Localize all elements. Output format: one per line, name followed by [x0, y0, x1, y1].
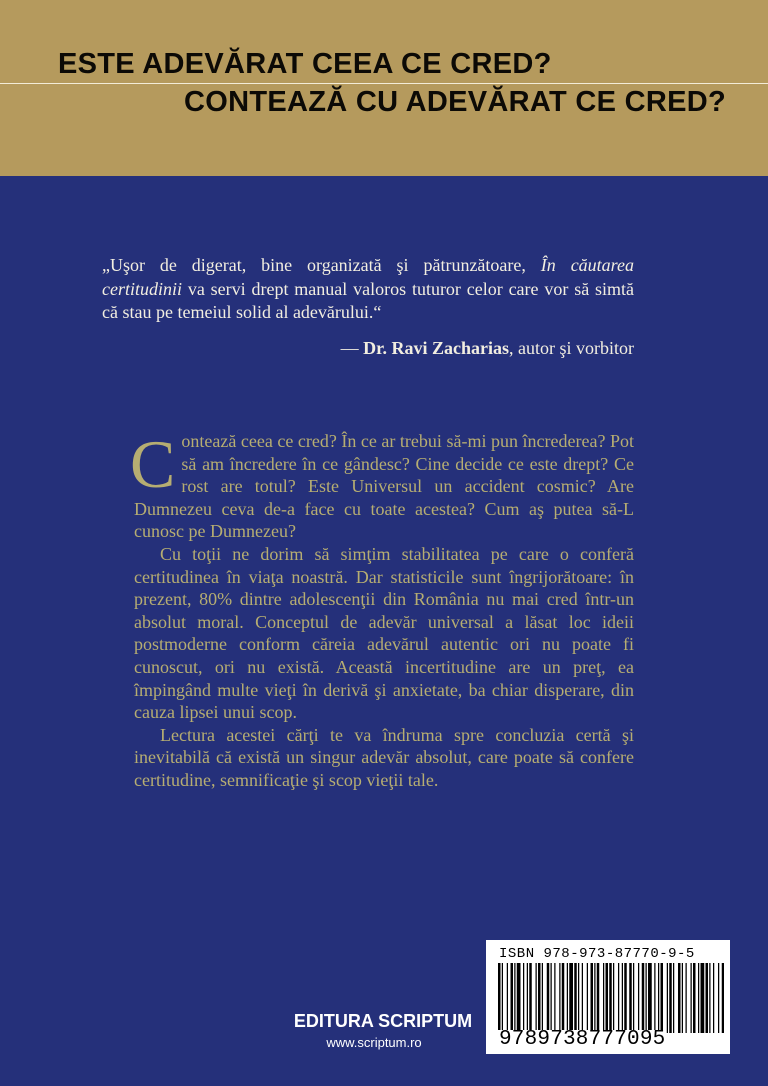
barcode-bar	[542, 963, 543, 1033]
barcode-bar	[536, 963, 537, 1033]
barcode-bar	[594, 963, 595, 1033]
header-divider	[0, 83, 768, 84]
barcode-bar	[624, 963, 627, 1033]
barcode-bar	[638, 963, 639, 1033]
attribution-role: , autor şi vorbitor	[509, 338, 634, 358]
barcode-bar	[597, 963, 600, 1033]
barcode-bars	[496, 963, 724, 1033]
barcode-bar	[511, 963, 514, 1033]
barcode-bar	[618, 963, 619, 1033]
endorsement-quote	[102, 254, 634, 325]
attribution-dash: —	[340, 338, 364, 358]
quote-part-2: va servi drept manual valoros tuturor celor care vor să simtă că stau pe temeiul solid al adevărului.“	[102, 278, 635, 322]
barcode-bar	[603, 963, 604, 1033]
barcode-bar	[591, 963, 594, 1033]
blurb-text	[130, 426, 634, 792]
barcode-bar	[507, 963, 508, 1033]
attribution-name: Dr. Ravi Zacharias	[363, 338, 510, 358]
quote-attribution	[250, 338, 634, 359]
isbn-label: ISBN 978-973-87770-9-5	[499, 946, 695, 962]
barcode-bar	[646, 963, 647, 1033]
quote-book-title: În căutarea certitudinii	[102, 255, 635, 299]
headline-question-2: CONTEAZĂ CU ADEVĂRAT CE CRED?	[184, 86, 726, 118]
barcode-bar	[658, 963, 659, 1033]
blurb-paragraph-1	[130, 426, 634, 543]
blurb-paragraph-3: Lectura acestei cărţi te va îndruma spre concluzia certă şi inevitabilă că există un singur adevăr absolut, care poate să confere certitudine, semnificaţie şi scop vieţii tale.	[134, 724, 634, 790]
barcode-digits: 9789738777095	[499, 1028, 666, 1051]
barcode-bar	[693, 963, 696, 1033]
barcode-bar	[562, 963, 565, 1033]
barcode-bar	[633, 963, 634, 1033]
barcode-bar	[682, 963, 683, 1033]
barcode-bar	[547, 963, 550, 1033]
publisher-website: www.scriptum.ro	[326, 1035, 422, 1050]
barcode-bar	[654, 963, 655, 1033]
barcode-bar	[698, 963, 699, 1033]
barcode-bar	[498, 963, 501, 1033]
barcode-bar	[502, 963, 503, 1033]
barcode-bar	[667, 963, 668, 1033]
barcode-bar	[718, 963, 719, 1033]
barcode-bar	[606, 963, 609, 1033]
barcode-bar	[574, 963, 577, 1033]
publisher-name: EDITURA SCRIPTUM	[293, 1011, 473, 1031]
barcode-bar	[648, 963, 652, 1033]
barcode-bar	[582, 963, 583, 1033]
barcode-bar	[559, 963, 560, 1033]
barcode-bar	[713, 963, 714, 1033]
barcode-bar	[701, 963, 705, 1033]
barcode-bar	[517, 963, 521, 1033]
barcode-bar	[527, 963, 528, 1033]
barcode-bar	[514, 963, 515, 1033]
barcode-bar	[691, 963, 692, 1033]
drop-cap: C	[130, 426, 176, 502]
barcode-bar	[523, 963, 524, 1033]
barcode-bar	[678, 963, 681, 1033]
barcode-bar	[554, 963, 555, 1033]
barcode-bar	[529, 963, 532, 1033]
barcode-bar	[686, 963, 687, 1033]
barcode-bar	[567, 963, 568, 1033]
barcode-bar	[609, 963, 612, 1033]
barcode-bar	[629, 963, 632, 1033]
barcode-bar	[613, 963, 614, 1033]
barcode-bar	[661, 963, 664, 1033]
barcode-bar	[642, 963, 645, 1033]
headline-question-1: ESTE ADEVĂRAT CEEA CE CRED?	[58, 48, 552, 80]
barcode-bar	[622, 963, 623, 1033]
blurb-paragraph-2: Cu toţii ne dorim să simţim stabilitatea pe care o conferă certitudinea în viaţa noastră. Dar statisticile sunt îngrijorătoare: în prezent, 80% dintre adolescenţii din România nu mai cred într-un absolut moral. Conceptul de adevăr universal a lăsat loc ideii postmoderne conform căreia adevărul autentic ori nu poate fi cunoscut, ori nu există. Această incertitudine are un preţ, ea împingând multe vieţi în derivă şi anxietate, ba chiar disperare, din cauza lipsei unui scop.	[134, 543, 634, 723]
barcode-bar	[706, 963, 709, 1033]
barcode-bar	[722, 963, 724, 1033]
barcode-bar	[669, 963, 672, 1033]
barcode-bar	[587, 963, 588, 1033]
quote-part-1: „Uşor de digerat, bine organizată şi pătrunzătoare,	[102, 255, 526, 275]
barcode-bar	[578, 963, 579, 1033]
barcode-bar	[538, 963, 541, 1033]
barcode-bar	[551, 963, 552, 1033]
barcode-bar	[709, 963, 710, 1033]
barcode-bar	[569, 963, 573, 1033]
blurb-paragraph-1-text: ontează ceea ce cred? În ce ar trebui să-mi pun încrederea? Pot să am încredere în ce gândesc? Cine decide ce este drept? Ce rost are totul? Este Universul un accident cosmic? Are Dumnezeu ceva de-a face cu toate acestea? Cum aş putea să-L cunosc pe Dumnezeu?	[134, 431, 634, 542]
barcode-bar	[673, 963, 674, 1033]
